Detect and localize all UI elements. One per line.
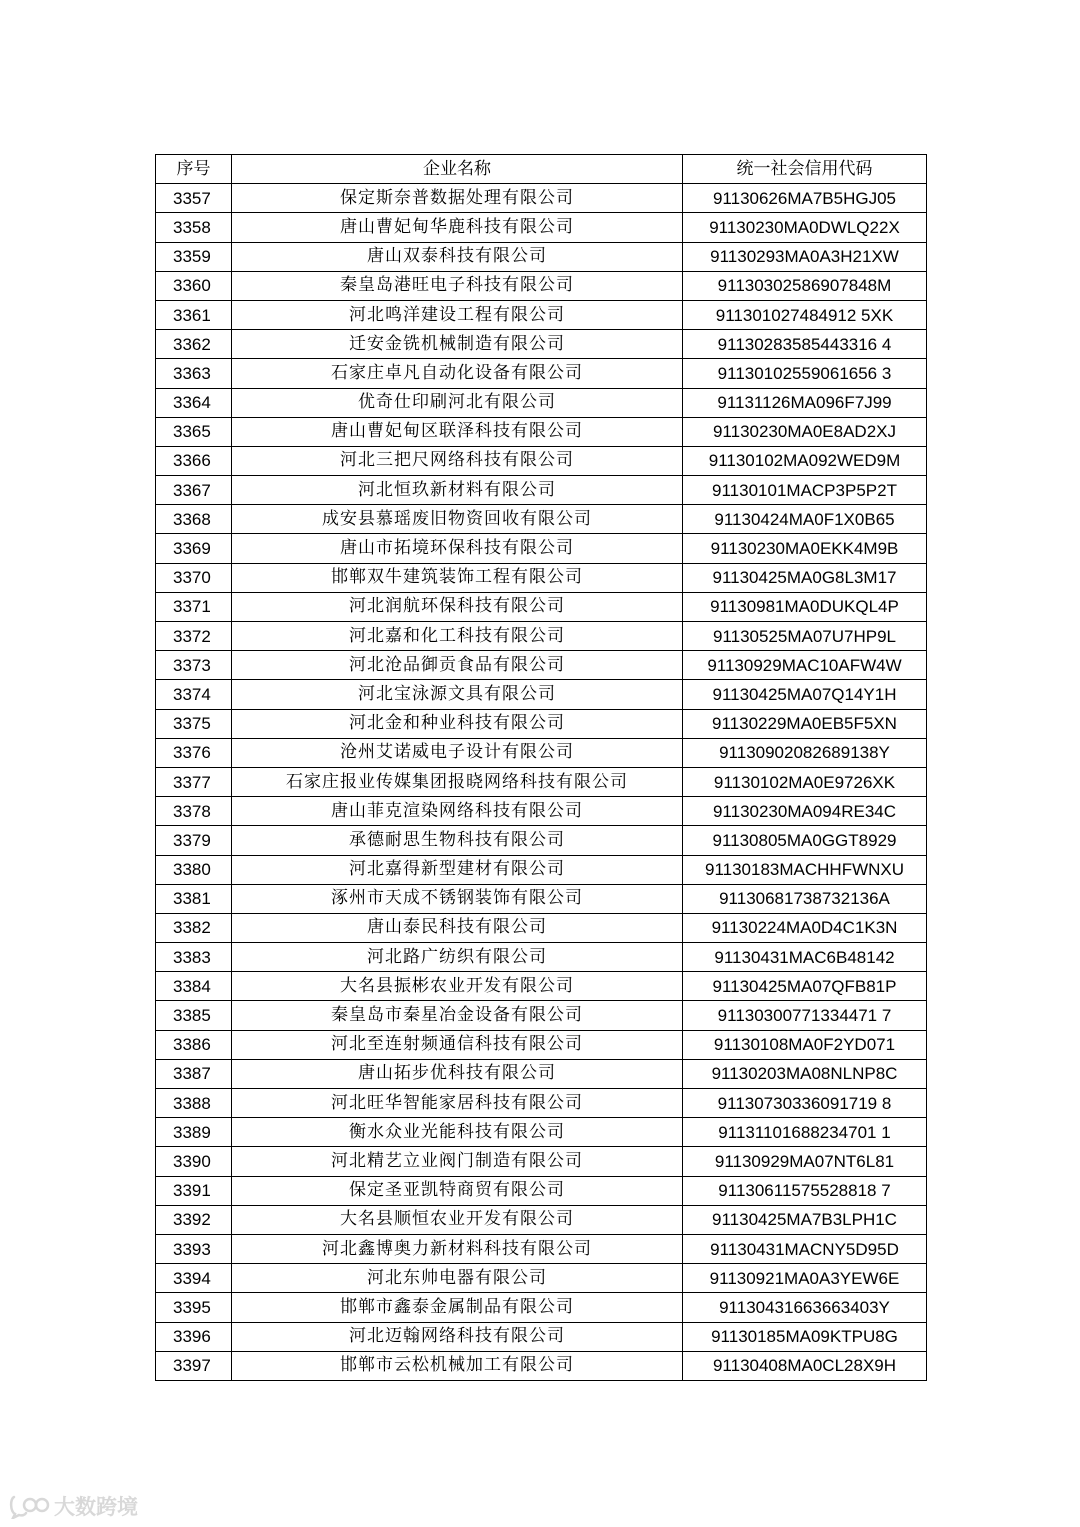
company-name-cell: 邯郸市鑫泰金属制品有限公司 — [232, 1293, 683, 1322]
company-name-cell: 秦皇岛港旺电子科技有限公司 — [232, 271, 683, 300]
company-name-cell: 河北宝泳源文具有限公司 — [232, 680, 683, 709]
serial-number-cell: 3385 — [156, 1001, 232, 1030]
table-row — [156, 826, 927, 855]
serial-number-cell: 3380 — [156, 855, 232, 884]
serial-number-cell: 3366 — [156, 446, 232, 475]
table-row — [156, 1118, 927, 1147]
credit-code-cell: 91130283585443316 4 — [683, 330, 927, 359]
table-row — [156, 797, 927, 826]
table-row — [156, 271, 927, 300]
company-name-cell: 唐山菲克渲染网络科技有限公司 — [232, 797, 683, 826]
table-row — [156, 242, 927, 271]
credit-code-cell: 91130431663663403Y — [683, 1293, 927, 1322]
credit-code-cell: 91130185MA09KTPU8G — [683, 1322, 927, 1351]
credit-code-cell: 91130425MA07Q14Y1H — [683, 680, 927, 709]
serial-number-cell: 3357 — [156, 184, 232, 213]
serial-number-cell: 3370 — [156, 563, 232, 592]
company-name-cell: 河北润航环保科技有限公司 — [232, 592, 683, 621]
serial-number-cell: 3364 — [156, 388, 232, 417]
serial-number-cell: 3361 — [156, 300, 232, 329]
serial-number-cell: 3375 — [156, 709, 232, 738]
header-serial-number: 序号 — [156, 155, 232, 184]
credit-code-cell: 91130424MA0F1X0B65 — [683, 505, 927, 534]
serial-number-cell: 3395 — [156, 1293, 232, 1322]
table-row — [156, 1205, 927, 1234]
serial-number-cell: 3363 — [156, 359, 232, 388]
table-row — [156, 709, 927, 738]
company-name-cell: 邯郸双牛建筑装饰工程有限公司 — [232, 563, 683, 592]
credit-code-cell: 91130902082689138Y — [683, 738, 927, 767]
table-row — [156, 476, 927, 505]
serial-number-cell: 3365 — [156, 417, 232, 446]
company-table — [155, 154, 927, 1381]
table-row — [156, 1059, 927, 1088]
company-name-cell: 唐山拓步优科技有限公司 — [232, 1059, 683, 1088]
company-name-cell: 唐山市拓境环保科技有限公司 — [232, 534, 683, 563]
table-row — [156, 213, 927, 242]
table-row — [156, 1322, 927, 1351]
table-row — [156, 622, 927, 651]
table-row — [156, 300, 927, 329]
table-row — [156, 359, 927, 388]
company-name-cell: 石家庄卓凡自动化设备有限公司 — [232, 359, 683, 388]
table-row — [156, 1234, 927, 1263]
table-row — [156, 592, 927, 621]
company-name-cell: 大名县顺恒农业开发有限公司 — [232, 1205, 683, 1234]
credit-code-cell: 91130230MA0E8AD2XJ — [683, 417, 927, 446]
serial-number-cell: 3382 — [156, 913, 232, 942]
company-name-cell: 唐山曹妃甸区联泽科技有限公司 — [232, 417, 683, 446]
credit-code-cell: 91130302586907848M — [683, 271, 927, 300]
credit-code-cell: 91130730336091719 8 — [683, 1089, 927, 1118]
serial-number-cell: 3394 — [156, 1264, 232, 1293]
serial-number-cell: 3388 — [156, 1089, 232, 1118]
serial-number-cell: 3386 — [156, 1030, 232, 1059]
table-row — [156, 943, 927, 972]
company-name-cell: 沧州艾诺威电子设计有限公司 — [232, 738, 683, 767]
table-row — [156, 680, 927, 709]
company-name-cell: 河北迈翰网络科技有限公司 — [232, 1322, 683, 1351]
company-name-cell: 河北东帅电器有限公司 — [232, 1264, 683, 1293]
credit-code-cell: 91130425MA07QFB81P — [683, 972, 927, 1001]
company-name-cell: 衡水众业光能科技有限公司 — [232, 1118, 683, 1147]
credit-code-cell: 91130108MA0F2YD071 — [683, 1030, 927, 1059]
company-name-cell: 唐山泰民科技有限公司 — [232, 913, 683, 942]
credit-code-cell: 91130203MA08NLNP8C — [683, 1059, 927, 1088]
serial-number-cell: 3362 — [156, 330, 232, 359]
company-name-cell: 唐山曹妃甸华鹿科技有限公司 — [232, 213, 683, 242]
table-row — [156, 972, 927, 1001]
table-row — [156, 884, 927, 913]
table-row — [156, 446, 927, 475]
credit-code-cell: 911301027484912 5XK — [683, 300, 927, 329]
serial-number-cell: 3379 — [156, 826, 232, 855]
serial-number-cell: 3373 — [156, 651, 232, 680]
table-row — [156, 1293, 927, 1322]
table-row — [156, 505, 927, 534]
serial-number-cell: 3368 — [156, 505, 232, 534]
table-row — [156, 913, 927, 942]
credit-code-cell: 91130102559061656 3 — [683, 359, 927, 388]
credit-code-cell: 91131126MA096F7J99 — [683, 388, 927, 417]
company-name-cell: 河北旺华智能家居科技有限公司 — [232, 1089, 683, 1118]
credit-code-cell: 91130681738732136A — [683, 884, 927, 913]
company-name-cell: 优奇仕印刷河北有限公司 — [232, 388, 683, 417]
company-name-cell: 迁安金铣机械制造有限公司 — [232, 330, 683, 359]
credit-code-cell: 91130408MA0CL28X9H — [683, 1351, 927, 1380]
table-body — [156, 184, 927, 1381]
company-name-cell: 河北鑫博奥力新材料科技有限公司 — [232, 1234, 683, 1263]
credit-code-cell: 91130929MA07NT6L81 — [683, 1147, 927, 1176]
credit-code-cell: 91130293MA0A3H21XW — [683, 242, 927, 271]
company-name-cell: 河北路广纺织有限公司 — [232, 943, 683, 972]
table-row — [156, 1176, 927, 1205]
serial-number-cell: 3391 — [156, 1176, 232, 1205]
credit-code-cell: 91130224MA0D4C1K3N — [683, 913, 927, 942]
table-row — [156, 1147, 927, 1176]
company-name-cell: 承德耐思生物科技有限公司 — [232, 826, 683, 855]
company-name-cell: 唐山双泰科技有限公司 — [232, 242, 683, 271]
company-name-cell: 涿州市天成不锈钢装饰有限公司 — [232, 884, 683, 913]
company-name-cell: 保定圣亚凯特商贸有限公司 — [232, 1176, 683, 1205]
company-name-cell: 河北嘉和化工科技有限公司 — [232, 622, 683, 651]
company-name-cell: 邯郸市云松机械加工有限公司 — [232, 1351, 683, 1380]
serial-number-cell: 3393 — [156, 1234, 232, 1263]
company-name-cell: 成安县慕瑶废旧物资回收有限公司 — [232, 505, 683, 534]
credit-code-cell: 91130183MACHHFWNXU — [683, 855, 927, 884]
credit-code-cell: 91130425MA7B3LPH1C — [683, 1205, 927, 1234]
table-row — [156, 184, 927, 213]
serial-number-cell: 3377 — [156, 767, 232, 796]
credit-code-cell: 91130102MA0E9726XK — [683, 767, 927, 796]
serial-number-cell: 3381 — [156, 884, 232, 913]
credit-code-cell: 91130431MAC6B48142 — [683, 943, 927, 972]
company-name-cell: 石家庄报业传媒集团报晓网络科技有限公司 — [232, 767, 683, 796]
table-row — [156, 767, 927, 796]
table-row — [156, 1264, 927, 1293]
credit-code-cell: 91130229MA0EB5F5XN — [683, 709, 927, 738]
table-header-row — [156, 155, 927, 184]
company-name-cell: 河北至连射频通信科技有限公司 — [232, 1030, 683, 1059]
table-row — [156, 738, 927, 767]
serial-number-cell: 3371 — [156, 592, 232, 621]
chat-bubble-logo-icon — [8, 1493, 50, 1519]
company-name-cell: 保定斯奈普数据处理有限公司 — [232, 184, 683, 213]
serial-number-cell: 3389 — [156, 1118, 232, 1147]
serial-number-cell: 3372 — [156, 622, 232, 651]
credit-code-cell: 91130230MA0DWLQ22X — [683, 213, 927, 242]
table-row — [156, 534, 927, 563]
serial-number-cell: 3374 — [156, 680, 232, 709]
table-row — [156, 1351, 927, 1380]
serial-number-cell: 3360 — [156, 271, 232, 300]
header-credit-code: 统一社会信用代码 — [683, 155, 927, 184]
credit-code-cell: 91130525MA07U7HP9L — [683, 622, 927, 651]
credit-code-cell: 91130425MA0G8L3M17 — [683, 563, 927, 592]
credit-code-cell: 91131101688234701 1 — [683, 1118, 927, 1147]
table-row — [156, 417, 927, 446]
credit-code-cell: 91130102MA092WED9M — [683, 446, 927, 475]
serial-number-cell: 3396 — [156, 1322, 232, 1351]
serial-number-cell: 3397 — [156, 1351, 232, 1380]
credit-code-cell: 91130230MA0EKK4M9B — [683, 534, 927, 563]
credit-code-cell: 91130929MAC10AFW4W — [683, 651, 927, 680]
company-name-cell: 河北精艺立业阀门制造有限公司 — [232, 1147, 683, 1176]
credit-code-cell: 91130431MACNY5D95D — [683, 1234, 927, 1263]
serial-number-cell: 3392 — [156, 1205, 232, 1234]
serial-number-cell: 3383 — [156, 943, 232, 972]
watermark-text: 大数跨境 — [54, 1495, 138, 1519]
company-name-cell: 大名县振彬农业开发有限公司 — [232, 972, 683, 1001]
serial-number-cell: 3378 — [156, 797, 232, 826]
serial-number-cell: 3376 — [156, 738, 232, 767]
header-company-name: 企业名称 — [232, 155, 683, 184]
company-name-cell: 河北沧品御贡食品有限公司 — [232, 651, 683, 680]
serial-number-cell: 3387 — [156, 1059, 232, 1088]
credit-code-cell: 91130611575528818 7 — [683, 1176, 927, 1205]
table-row — [156, 330, 927, 359]
table-row — [156, 388, 927, 417]
company-name-cell: 秦皇岛市秦星冶金设备有限公司 — [232, 1001, 683, 1030]
table-row — [156, 563, 927, 592]
watermark — [8, 1491, 138, 1521]
serial-number-cell: 3369 — [156, 534, 232, 563]
company-name-cell: 河北三把尺网络科技有限公司 — [232, 446, 683, 475]
serial-number-cell: 3390 — [156, 1147, 232, 1176]
serial-number-cell: 3358 — [156, 213, 232, 242]
table-row — [156, 1089, 927, 1118]
credit-code-cell: 91130805MA0GGT8929 — [683, 826, 927, 855]
credit-code-cell: 91130101MACP3P5P2T — [683, 476, 927, 505]
company-name-cell: 河北金和种业科技有限公司 — [232, 709, 683, 738]
company-name-cell: 河北恒玖新材料有限公司 — [232, 476, 683, 505]
serial-number-cell: 3367 — [156, 476, 232, 505]
table-row — [156, 1030, 927, 1059]
serial-number-cell: 3384 — [156, 972, 232, 1001]
company-name-cell: 河北鸣洋建设工程有限公司 — [232, 300, 683, 329]
table-row — [156, 855, 927, 884]
credit-code-cell: 91130626MA7B5HGJ05 — [683, 184, 927, 213]
credit-code-cell: 91130230MA094RE34C — [683, 797, 927, 826]
credit-code-cell: 91130921MA0A3YEW6E — [683, 1264, 927, 1293]
table-row — [156, 1001, 927, 1030]
company-name-cell: 河北嘉得新型建材有限公司 — [232, 855, 683, 884]
credit-code-cell: 91130981MA0DUKQL4P — [683, 592, 927, 621]
table-row — [156, 651, 927, 680]
credit-code-cell: 91130300771334471 7 — [683, 1001, 927, 1030]
serial-number-cell: 3359 — [156, 242, 232, 271]
